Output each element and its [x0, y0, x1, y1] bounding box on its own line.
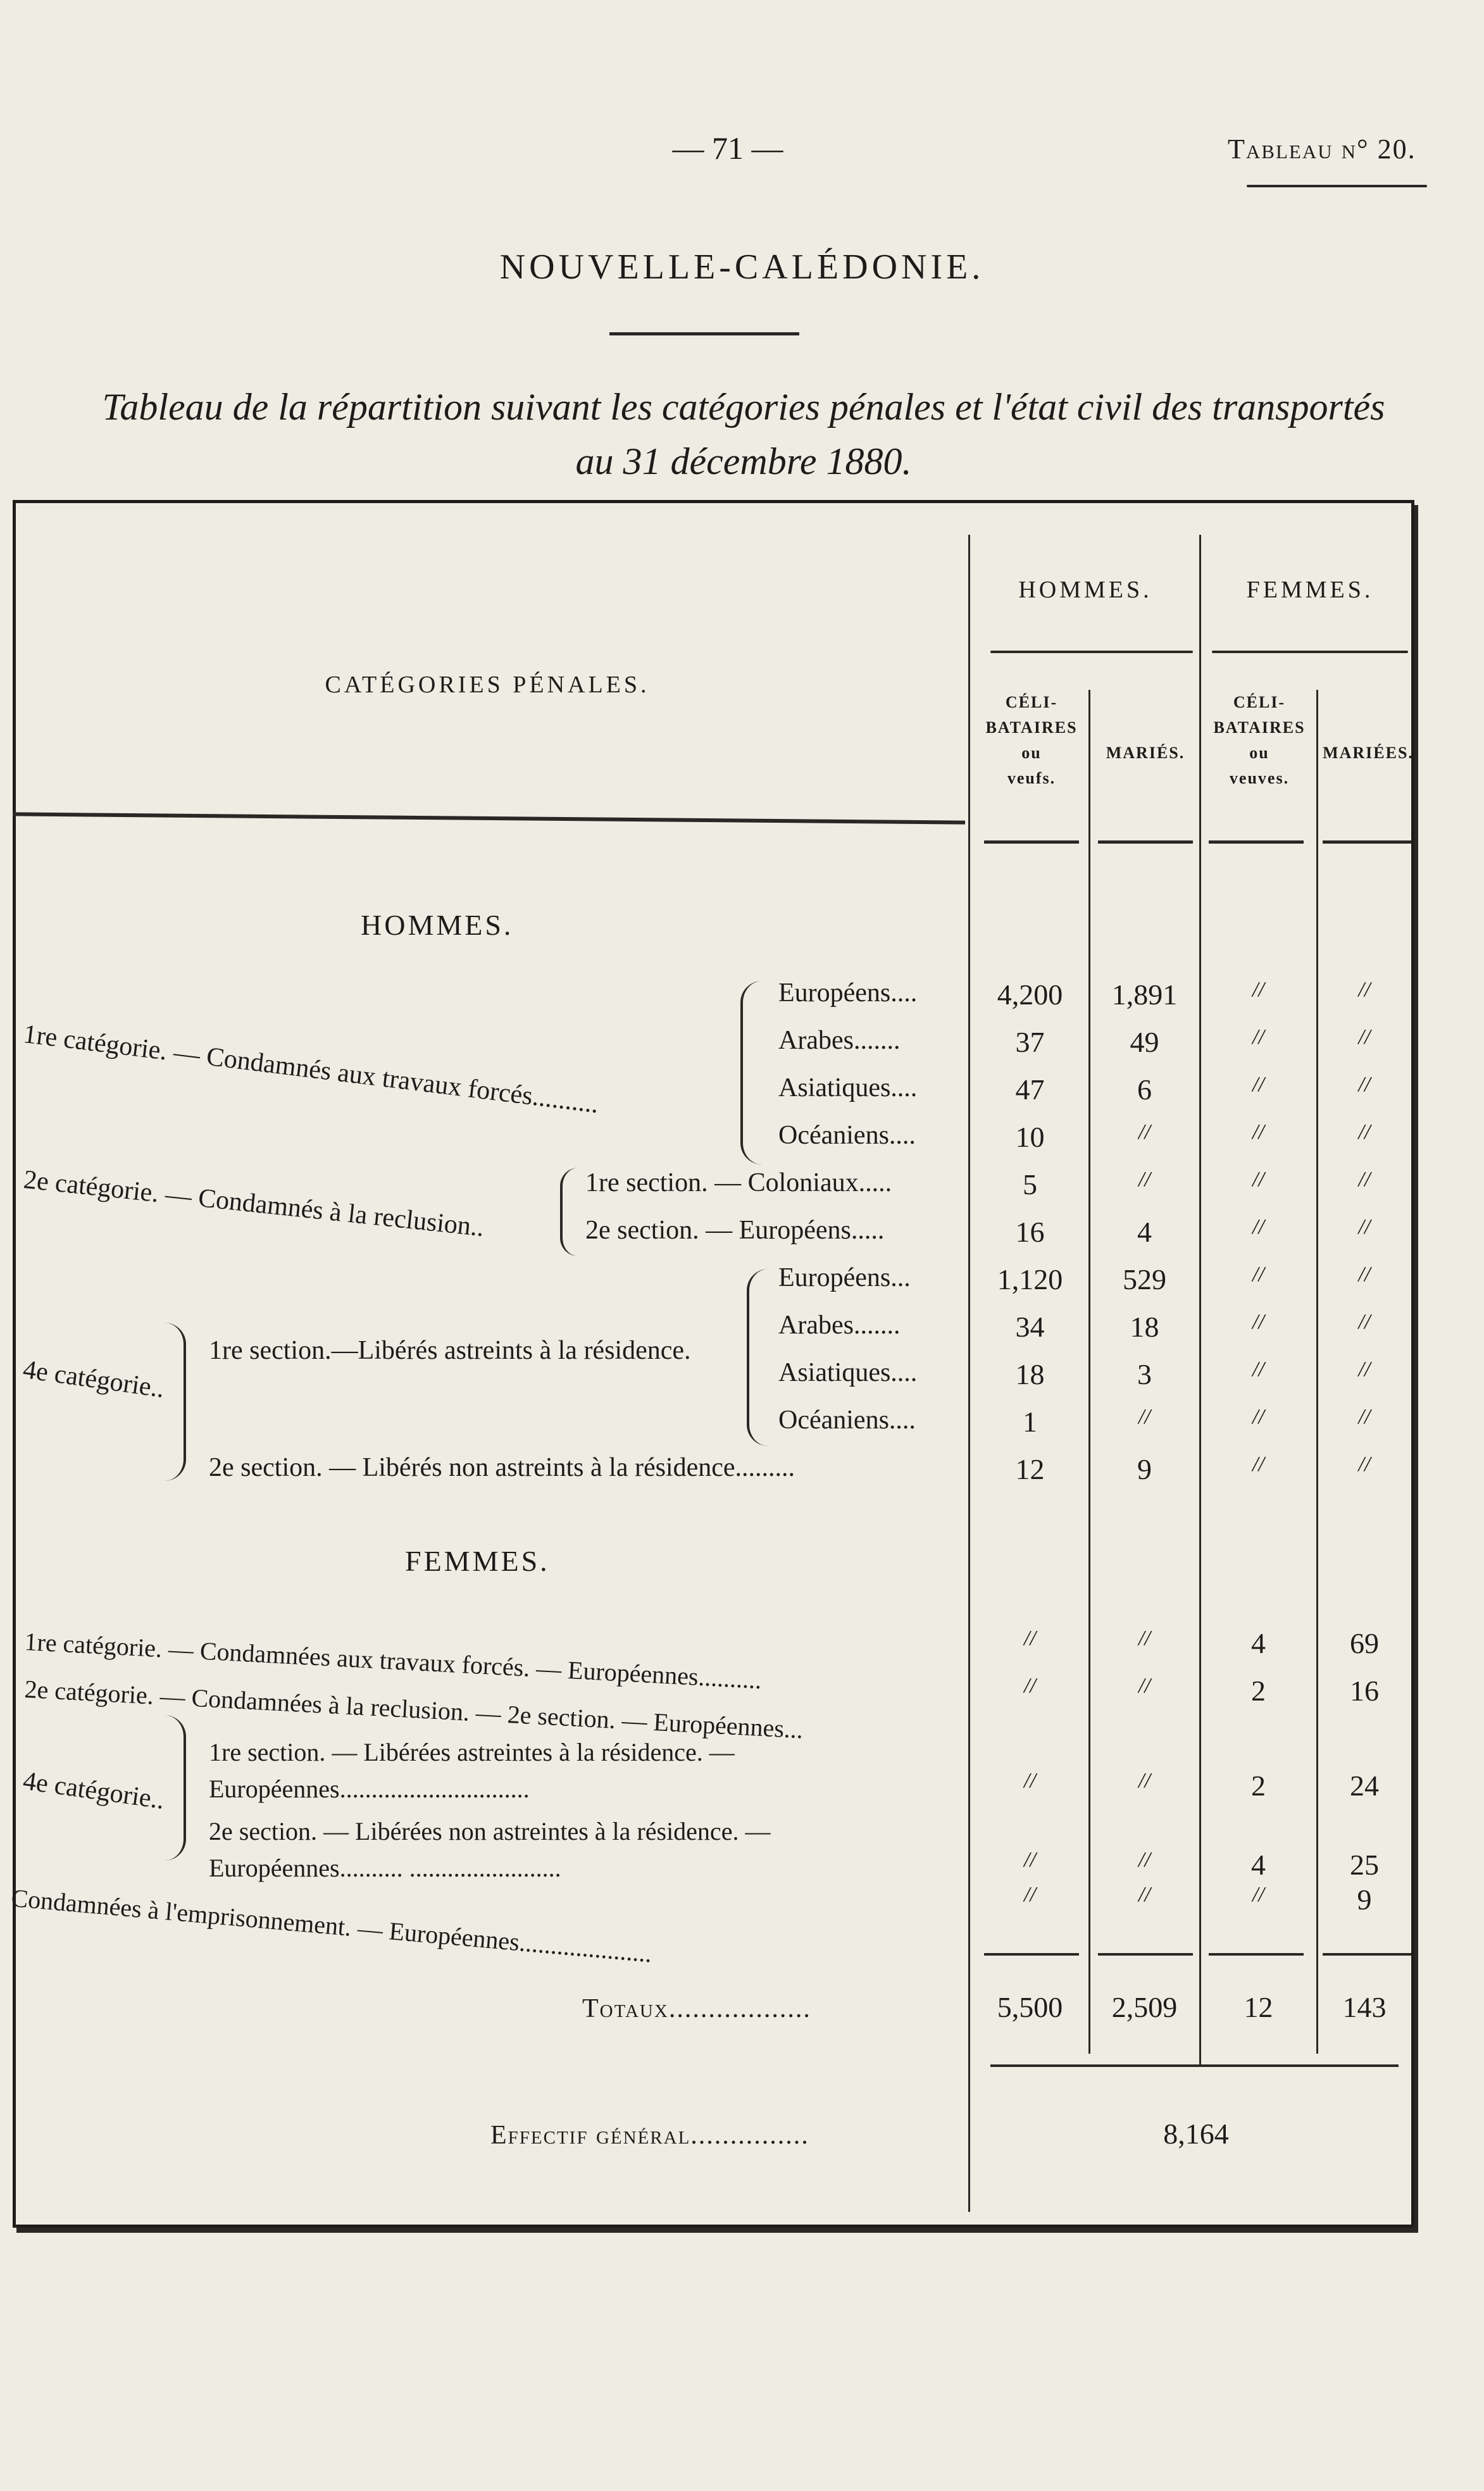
brace: [747, 1269, 768, 1446]
page-number: — 71 —: [672, 130, 783, 166]
row-label: Océaniens....: [778, 1406, 916, 1435]
table-cell: //: [1358, 1025, 1371, 1049]
table-cell: //: [1252, 1215, 1264, 1239]
row-label: Européens...: [778, 1263, 911, 1292]
table-cell: //: [1252, 1120, 1264, 1144]
column-header-hommes: HOMMES.: [1018, 577, 1152, 603]
table-cell: //: [1252, 1405, 1264, 1428]
table-cell: //: [1252, 1263, 1264, 1286]
row-label: Condamnées à l'emprisonnement. — Européennes.....................: [9, 1883, 653, 1968]
table-cell: 69: [1350, 1627, 1379, 1659]
total-maries: 2,509: [1111, 1991, 1178, 2023]
table-cell: 16: [1015, 1216, 1045, 1248]
table-cell: 5: [1023, 1168, 1037, 1201]
table-reference-underline: [1247, 185, 1427, 187]
table-cell: //: [1138, 1883, 1150, 1906]
table-cell: //: [1024, 1626, 1036, 1650]
table-caption: [38, 380, 1449, 489]
table-cell: 4: [1137, 1216, 1152, 1248]
table-cell: //: [1358, 1168, 1371, 1191]
row-label: 2e section. — Libérés non astreints à la résidence.........: [209, 1453, 795, 1482]
row-label: 1re section. — Libérées astreintes à la résidence. — Européennes..............................: [209, 1738, 735, 1803]
totals-rule: [1209, 1953, 1304, 1956]
caption-line-2: au 31 décembre 1880.: [575, 440, 912, 482]
table-cell: //: [1252, 1310, 1264, 1333]
totals-rule: [1098, 1953, 1193, 1956]
table-cell: 1,891: [1111, 978, 1178, 1011]
row-label: Océaniens....: [778, 1121, 916, 1150]
brace: [165, 1323, 186, 1481]
table-cell: //: [1358, 1120, 1371, 1144]
table-cell: //: [1358, 978, 1371, 1001]
effectif-general-value: 8,164: [1163, 2118, 1229, 2150]
brace: [560, 1168, 578, 1256]
totals-rule: [1323, 1953, 1411, 1956]
caption-line-1: Tableau de la répartition suivant les catégories pénales et l'état civil des transportés: [102, 386, 1385, 428]
h-cat1-label: 1re catégorie. — Condamnés aux travaux forcés..........: [22, 1019, 601, 1120]
row-label: Arabes.......: [778, 1026, 901, 1055]
effectif-general-label: Effectif général...............: [490, 2121, 809, 2150]
row-label: Européens....: [778, 978, 918, 1008]
table-cell: 4,200: [997, 978, 1063, 1011]
row-label: Asiatiques....: [778, 1073, 918, 1102]
table-cell: //: [1358, 1452, 1371, 1476]
table-cell: //: [1358, 1358, 1371, 1381]
table-cell: 9: [1137, 1453, 1152, 1485]
table-cell: //: [1252, 1358, 1264, 1381]
column-divider: [1199, 535, 1201, 2066]
table-cell: 25: [1350, 1849, 1379, 1881]
row-label: 1re section. — Coloniaux.....: [585, 1168, 892, 1197]
table-cell: //: [1138, 1626, 1150, 1650]
table-cell: //: [1358, 1405, 1371, 1428]
row-label: Arabes.......: [778, 1311, 901, 1340]
subheader-maries: MARIÉS.: [1106, 744, 1185, 762]
totals-brace: [990, 2064, 1399, 2067]
table-cell: 2: [1251, 1770, 1266, 1802]
row-label: 1re catégorie. — Condamnées aux travaux forcés. — Européennes..........: [23, 1626, 763, 1694]
table-cell: 1,120: [997, 1263, 1063, 1295]
table-cell: //: [1138, 1168, 1150, 1191]
table-cell: 18: [1130, 1311, 1159, 1343]
row-label: Asiatiques....: [778, 1358, 918, 1387]
subheader-mariees: MARIÉES.: [1323, 744, 1414, 762]
table-cell: //: [1024, 1769, 1036, 1792]
table-cell: //: [1252, 1073, 1264, 1096]
table-cell: //: [1138, 1405, 1150, 1428]
table-cell: //: [1138, 1120, 1150, 1144]
h-cat2-label: 2e catégorie. — Condamnés à la reclusion..: [22, 1164, 486, 1243]
table-cell: 4: [1251, 1849, 1266, 1881]
header-brace: [990, 651, 1193, 653]
table-cell: //: [1252, 1883, 1264, 1906]
table-cell: 3: [1137, 1358, 1152, 1390]
table-reference: Tableau n° 20.: [1228, 134, 1416, 165]
header-rule: [1098, 840, 1193, 844]
table-cell: //: [1024, 1674, 1036, 1697]
table-cell: 4: [1251, 1627, 1266, 1659]
table-cell: //: [1358, 1263, 1371, 1286]
title-rule: [609, 332, 799, 335]
table-cell: 9: [1357, 1883, 1372, 1916]
table-cell: 16: [1350, 1675, 1379, 1707]
table-cell: //: [1252, 1452, 1264, 1476]
page-title: NOUVELLE-CALÉDONIE.: [499, 247, 985, 287]
table-cell: //: [1024, 1848, 1036, 1871]
section-hommes: HOMMES.: [361, 909, 514, 941]
table-cell: 2: [1251, 1675, 1266, 1707]
table-cell: 47: [1015, 1073, 1045, 1106]
table-cell: 529: [1123, 1263, 1166, 1295]
table-cell: 49: [1130, 1026, 1159, 1058]
header-brace: [1212, 651, 1408, 653]
table-cell: 1: [1023, 1406, 1037, 1438]
table-cell: //: [1252, 978, 1264, 1001]
table-cell: 6: [1137, 1073, 1152, 1106]
row-label: 2e section. — Européens.....: [585, 1216, 885, 1245]
brace: [165, 1715, 186, 1861]
f-cat4-label: 4e catégorie..: [21, 1766, 166, 1815]
table-cell: 24: [1350, 1770, 1379, 1802]
table-cell: 12: [1015, 1453, 1045, 1485]
table-cell: 37: [1015, 1026, 1045, 1058]
header-rule: [984, 840, 1079, 844]
table-cell: 10: [1015, 1121, 1045, 1153]
column-header-categories: CATÉGORIES PÉNALES.: [325, 671, 650, 698]
section-femmes: FEMMES.: [405, 1545, 550, 1577]
table-cell: //: [1358, 1310, 1371, 1333]
h-cat4-section1: 1re section.—Libérés astreints à la résidence.: [209, 1336, 691, 1365]
subheader-celibataires-femmes: CÉLI- BATAIRES ou veuves.: [1213, 693, 1306, 787]
table-cell: //: [1358, 1073, 1371, 1096]
header-rule: [1209, 840, 1304, 844]
total-celibataires-femmes: 12: [1244, 1991, 1273, 2023]
column-divider: [968, 535, 970, 2212]
table-cell: //: [1138, 1848, 1150, 1871]
totals-rule: [984, 1953, 1079, 1956]
header-rule: [1323, 840, 1411, 844]
table-cell: //: [1024, 1883, 1036, 1906]
column-header-femmes: FEMMES.: [1246, 577, 1374, 603]
table-cell: //: [1138, 1674, 1150, 1697]
subheader-celibataires-hommes: CÉLI- BATAIRES ou veufs.: [985, 693, 1078, 787]
table-cell: //: [1358, 1215, 1371, 1239]
brace: [740, 981, 762, 1164]
table-cell: //: [1252, 1025, 1264, 1049]
table-cell: 34: [1015, 1311, 1045, 1343]
table-cell: 18: [1015, 1358, 1045, 1390]
table-cell: //: [1252, 1168, 1264, 1191]
table-cell: //: [1138, 1769, 1150, 1792]
row-label: 2e catégorie. — Condamnées à la reclusion. — 2e section. — Européennes...: [23, 1674, 804, 1744]
h-cat4-label: 4e catégorie..: [21, 1354, 166, 1404]
row-label: 2e section. — Libérées non astreintes à la résidence. — Européennes.......... ........................: [209, 1817, 771, 1882]
totaux-label: Totaux..................: [582, 1994, 811, 2023]
total-mariees: 143: [1342, 1991, 1387, 2023]
total-celibataires-hommes: 5,500: [997, 1991, 1063, 2023]
